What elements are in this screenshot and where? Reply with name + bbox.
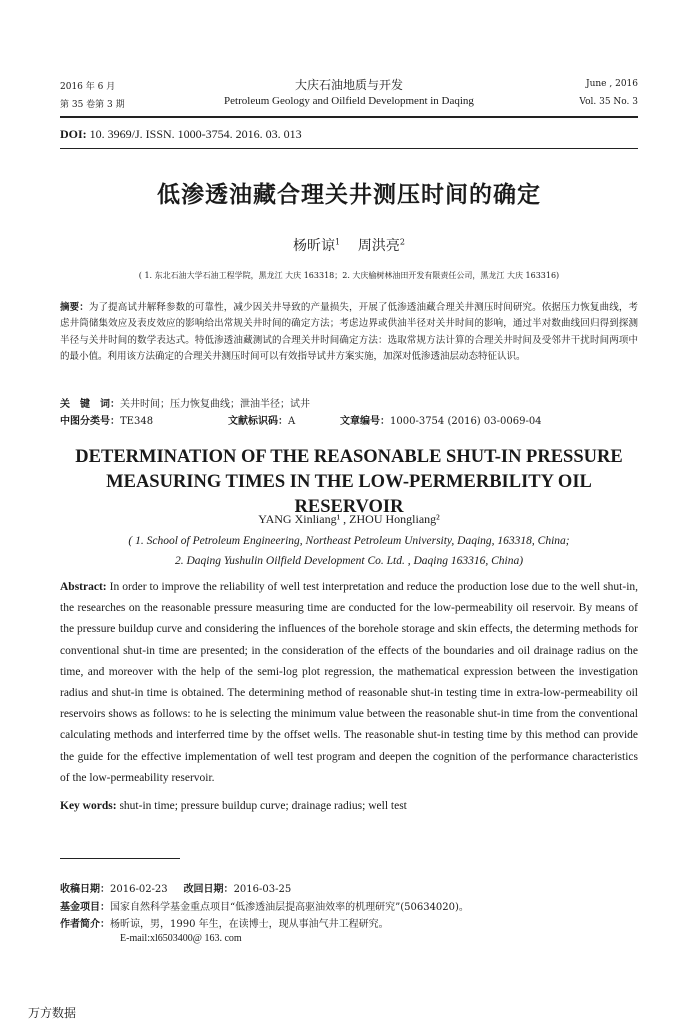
keywords-cn-line (60, 395, 638, 410)
clc-value: TE348 (120, 416, 154, 427)
keywords-en-line: Key words: shut-in time; pressure buildup curve; drainage radius; well test (60, 800, 407, 812)
watermark: 万方数据 (28, 1006, 77, 1020)
header-rule (60, 116, 638, 118)
author-cn-1-sup: 1 (335, 237, 341, 247)
received-label: 收稿日期： (60, 884, 110, 895)
footnote-rule (60, 858, 180, 859)
dates-footnote (60, 880, 638, 895)
header-volume-cn: 第 35 卷第 3 期 (60, 100, 125, 110)
abstract-en-label: Abstract (60, 581, 103, 593)
header-date-en: June , 2016 (585, 79, 638, 89)
abstract-cn-text: 为了提高试井解释参数的可靠性，减少因关井导致的产量损失，开展了低渗透油藏合理关井测压时间研究。依据压力恢复曲线，考虑井筒储集效应及表皮效应的影响给出常规关井时间的确定方法；考虑边界或供油半径对关井时间的影响，通过半对数曲线回归得到探测半径与关井时间的数学表达式。特低渗透油藏测试的合理关井时间确定方法：选取常规方法计算的合理关井时间及受邻井干扰时间两项中的最小值。利用该方法确定的合理关井测压时间可以有效指导试井方案实施，加深对低渗透油层动态特征认识。 (60, 302, 638, 363)
doi-value: 10. 3969/J. ISSN. 1000-3754. 2016. 03. 013 (89, 127, 302, 141)
affiliation-en-2: 2. Daqing Yushulin Oilfield Development Co. Ltd. , Daqing 163316, China) (174, 555, 524, 567)
authors-cn (60, 235, 638, 255)
received-date: 2016-02-23 (110, 884, 168, 895)
author-cn-1: 杨昕谅 (293, 238, 335, 254)
header-journal-cn: 大庆石油地质与开发 (294, 78, 403, 92)
fund-text: 国家自然科学基金重点项目“低渗透油层提高驱油效率的机理研究”(50634020)。 (110, 902, 469, 913)
doc-code-label: 文献标识码： (228, 416, 288, 427)
author-email: E-mail:xl6503400@ 163. com (120, 933, 242, 944)
abstract-cn (60, 300, 638, 366)
author-cn-2-sup: 2 (399, 237, 405, 247)
header-date-cn: 2016 年 6 月 (60, 82, 116, 92)
abstract-en: Abstract: In order to improve the reliability of well test interpretation and reduce the production lose due to the well shut-in, the researches on the reasonable pressure measuring time are conducted for the low-permeability oil reservoir. By means of the pressure buildup curve and considering the influences of the borehole storage and skin effects, the determing methods for conventional shut-in time are presented; in the consideration of the effects of the boundaries and oil drainage radius on the time, and moreover with the help of the semi-log plot regression, the mathematical expression between the investigation radius and shut-in time is obtained. The determining method of reasonable shut-in testing time in extra-low-permeability oil reservoirs shows as follows: to he is selecting the minimum value between the reasonable shut-in time from the conventional calculating methods and interferred time by the offset wells. The reasonable shut-in testing time by this method can provide the guide for the effective implementation of well test program and deepen the cognition of the performance characteristics of the low-permeability reservoir. (60, 581, 639, 784)
doi-label: DOI (60, 127, 83, 141)
clc-label: 中图分类号： (60, 416, 120, 427)
author-bio-footnote (60, 915, 638, 930)
article-no-value: 1000-3754 (2016) 03-0069-04 (390, 416, 542, 427)
revised-date: 2016-03-25 (233, 884, 292, 895)
abstract-en-text: In order to improve the reliability of well test interpretation and reduce the production lose due to the well shut-in, the researches on the reasonable pressure measuring time are conducted for the low-permeability oil reservoir. By means of the pressure buildup curve and considering the influences of the borehole storage and skin effects, the determing methods for conventional shut-in time are presented; in the consideration of the effects of the boundaries and oil drainage radius on the time, and moreover with the help of the semi-log plot regression, the mathematical expression between the investigation radius and shut-in time is obtained. The determining method of reasonable shut-in testing time in extra-low-permeability oil reservoirs shows as follows: to he is selecting the minimum value between the reasonable shut-in time from the conventional calculating methods and interferred time by the offset wells. The reasonable shut-in testing time by this method can provide the guide for the effective implementation of well test program and deepen the cognition of the performance characteristics of the low-permeability reservoir. (60, 581, 639, 784)
header-volume-en: Vol. 35 No. 3 (579, 97, 638, 107)
abstract-cn-label: 摘要： (60, 302, 89, 313)
classification-line (60, 412, 638, 426)
keywords-en: shut-in time; pressure buildup curve; drainage radius; well test (119, 800, 407, 812)
article-no-label: 文章编号： (340, 416, 390, 427)
author-bio-text: 杨昕谅，男，1990 年生，在读博士，现从事油气井工程研究。 (110, 919, 389, 930)
author-cn-2: 周洪亮 (357, 238, 400, 254)
header-journal-en: Petroleum Geology and Oilfield Development in Daqing (224, 95, 474, 107)
title-en-line-2: MEASURING TIMES IN THE LOW-PERMERBILITY OIL RESERVOIR (106, 472, 592, 517)
doc-code-value: A (288, 416, 296, 427)
affiliation-en-1: ( 1. School of Petroleum Engineering, Northeast Petroleum University, Daqing, 163318, China; (128, 535, 570, 547)
fund-footnote (60, 898, 638, 913)
keywords-cn: 关井时间；压力恢复曲线；泄油半径；试井 (120, 399, 310, 410)
doi-line: DOI: 10. 3969/J. ISSN. 1000-3754. 2016. 03. 013 (60, 127, 302, 141)
title-en-line-1: DETERMINATION OF THE REASONABLE SHUT-IN PRESSURE (75, 447, 623, 467)
title-cn: 低渗透油藏合理关井测压时间的确定 (157, 182, 541, 208)
affiliation-cn: ( 1. 东北石油大学石油工程学院，黑龙江 大庆 163318；2. 大庆榆树林油田开发有限责任公司，黑龙江 大庆 163316) (138, 271, 560, 280)
affiliation-en (60, 531, 638, 571)
title-en (60, 445, 638, 520)
revised-label: 改回日期： (183, 884, 234, 895)
authors-en: YANG Xinliang¹ , ZHOU Hongliang² (258, 512, 440, 526)
fund-label: 基金项目： (60, 902, 110, 913)
keywords-en-label: Key words (60, 800, 113, 812)
author-bio-label: 作者简介： (60, 919, 110, 930)
keywords-cn-label: 关 键 词： (60, 399, 120, 410)
doi-rule (60, 148, 638, 149)
